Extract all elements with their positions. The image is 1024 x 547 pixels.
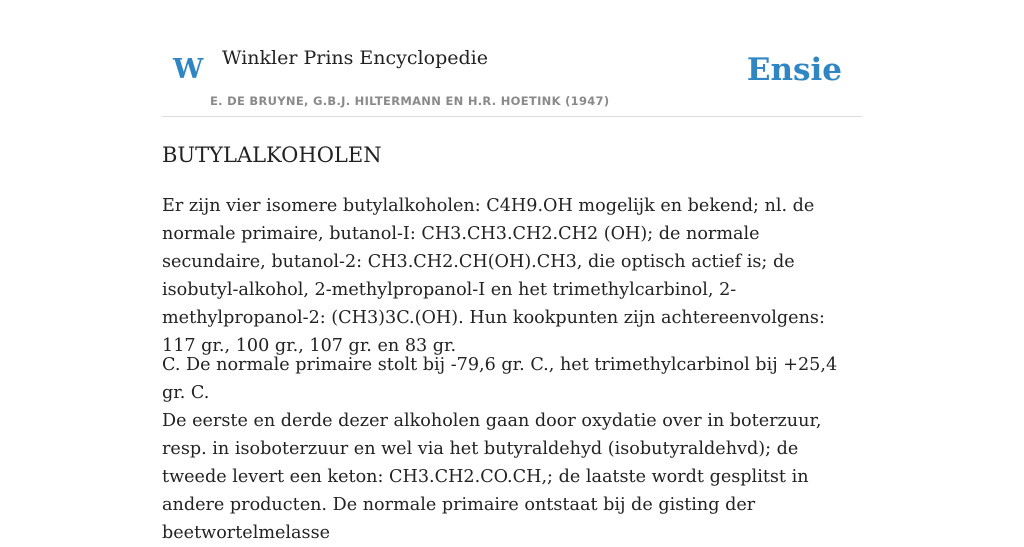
article-paragraph: De eerste en derde dezer alkoholen gaan door oxydatie over in boterzuur, resp. in isoboterzuur en wel via het butyraldehyd (isobutyraldehvd); de tweede levert een keton: CH3.CH2.CO.CH,; de laatste wordt gesplitst in andere producten. De normale primaire ontstaat bij de gisting der beetwortelmelasse [162,411,822,543]
ensie-logo[interactable]: Ensie [746,52,842,88]
winkler-prins-logo[interactable]: W [173,54,204,85]
article-title: BUTYLALKOHOLEN [162,143,382,167]
article-paragraph: Er zijn vier isomere butylalkoholen: C4H9.OH mogelijk en bekend; nl. de normale primaire, butanol-I: CH3.CH3.CH2.CH2 (OH); de normale secundaire, butanol-2: CH3.CH2.CH(OH).CH3, die optisch actief is; de isobutyl-alkohol, 2-methylpropanol-I en het trimethylcarbinol, 2-methylpropanol-2: (CH3)3C.(OH). Hun kookpunten zijn achtereenvolgens: 117 gr., 100 gr., 107 gr. en 83 gr. [162,196,825,356]
source-authors: E. DE BRUYNE, G.B.J. HILTERMANN EN H.R. HOETINK (1947) [210,94,610,108]
site-header [162,0,862,117]
page [162,0,862,543]
article-paragraph: C. De normale primaire stolt bij -79,6 gr. C., het trimethylcarbinol bij +25,4 gr. C. [162,355,838,403]
source-title[interactable]: Winkler Prins Encyclopedie [222,47,488,69]
